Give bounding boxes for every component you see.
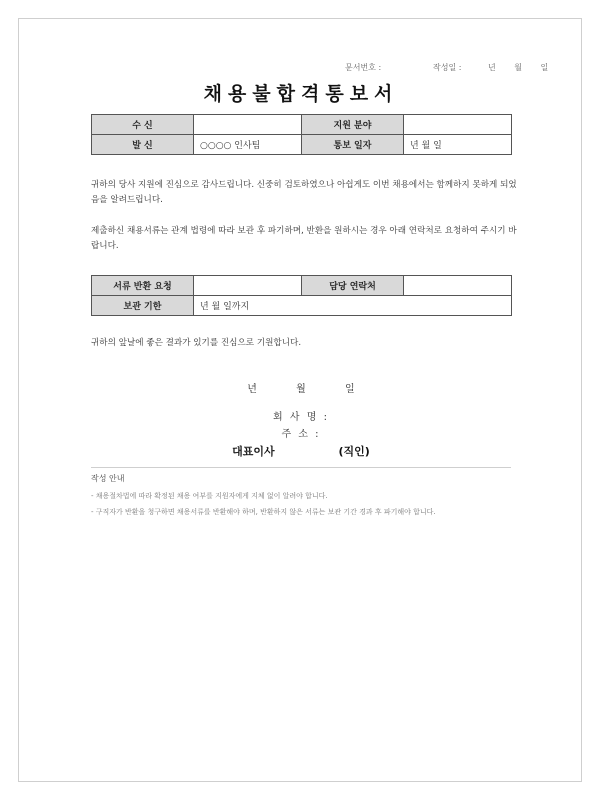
sender-label: 발 신: [92, 135, 194, 155]
body-paragraph-2: 제출하신 채용서류는 관계 법령에 따라 보관 후 파기하며, 반환을 원하시는 경우 아래 연락처로 요청하여 주시기 바랍니다.: [91, 226, 517, 251]
contact-label: 담당 연락처: [302, 276, 404, 296]
write-date-fields: [464, 63, 548, 72]
address-label: 주 소 :: [281, 429, 321, 440]
write-date-month: 월: [514, 63, 522, 72]
info-row-sender: [92, 135, 512, 155]
guide-title: 작성 안내: [91, 474, 125, 483]
write-date-day: 일: [540, 63, 549, 72]
notice-date-label: 통보 일자: [302, 135, 404, 155]
return-request-value: [194, 276, 302, 296]
return-request-label: 서류 반환 요청: [92, 276, 194, 296]
signature-day: 일: [345, 384, 355, 395]
field-value: [404, 115, 512, 135]
retention-label: 보관 기한: [92, 296, 194, 316]
signature-month: 월: [296, 384, 306, 395]
company-name-label: 회 사 명 :: [273, 412, 329, 423]
guide-item-1: - 채용절차법에 따라 확정된 채용 여부를 지원자에게 지체 없이 알려야 합니다.: [91, 492, 328, 500]
contact-value: [404, 276, 512, 296]
info-row-recipient: [92, 115, 512, 135]
closing-text: 귀하의 앞날에 좋은 결과가 있기를 진심으로 기원합니다.: [91, 338, 302, 348]
guide-item-2: - 구직자가 반환을 청구하면 채용서류를 반환해야 하며, 반환하지 않은 서류는 보관 기간 경과 후 파기해야 합니다.: [91, 508, 436, 516]
body-paragraph-1: 귀하의 당사 지원에 진심으로 감사드립니다. 신중히 검토하였으나 아쉽게도 이번 채용에서는 함께하지 못하게 되었음을 알려드립니다.: [91, 180, 517, 205]
field-label: 지원 분야: [302, 115, 404, 135]
return-row-request: [92, 276, 512, 296]
notice-date-value: 년 월 일: [404, 135, 512, 155]
return-row-retention: [92, 296, 512, 316]
write-date-year: 년: [487, 63, 496, 72]
guide-divider: [91, 467, 511, 468]
retention-value: 년 월 일까지: [194, 296, 512, 316]
write-date: [433, 62, 548, 73]
ceo-signature: [19, 443, 583, 459]
signature-date: [19, 380, 583, 395]
info-table: [91, 114, 512, 155]
sender-value: ○○○○ 인사팀: [194, 135, 302, 155]
document-page: [18, 18, 582, 782]
doc-number-label: 문서번호 :: [345, 63, 382, 72]
recipient-value: [194, 115, 302, 135]
write-date-label: 작성일 :: [433, 63, 462, 72]
signature-year: 년: [247, 384, 257, 395]
recipient-label: 수 신: [92, 115, 194, 135]
seal-label: (직인): [338, 445, 370, 458]
ceo-label: 대표이사: [232, 445, 275, 458]
return-table: [91, 275, 512, 316]
document-title: 채용불합격통보서: [203, 83, 399, 105]
